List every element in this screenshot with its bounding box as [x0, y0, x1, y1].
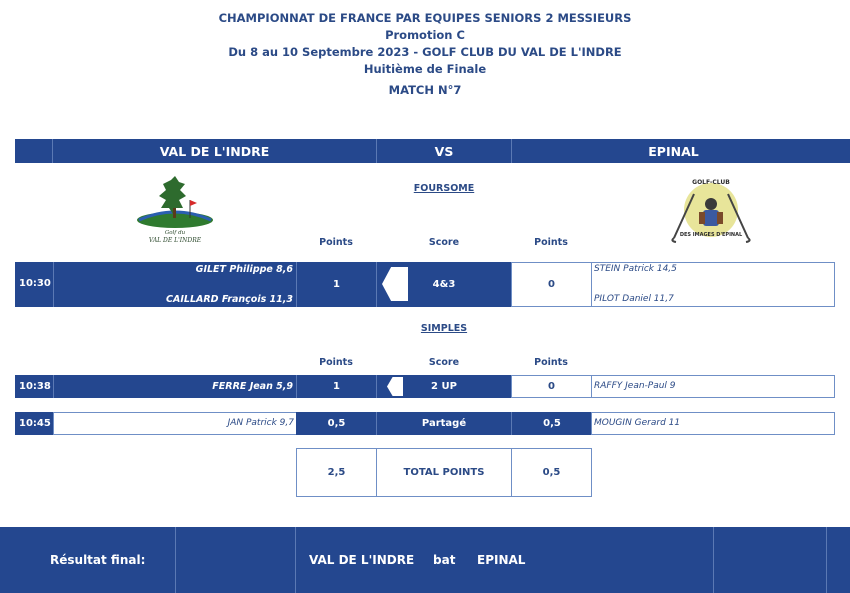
foursome-away-player-2: PILOT Daniel 11,7	[594, 294, 674, 304]
foursome-home-points-header: Points	[319, 237, 353, 248]
home-team-name: VAL DE L'INDRE	[159, 143, 270, 159]
foursome-score-header: Score	[428, 237, 460, 248]
total-away-points: 0,5	[542, 467, 561, 478]
foursome-title: FOURSOME	[413, 183, 475, 194]
simple1-away-points: 0	[548, 381, 555, 392]
away-logo-text-bottom: DES IMAGES D'EPINAL	[679, 232, 743, 238]
home-logo-text-line2: VAL DE L'INDRE	[148, 237, 202, 244]
foursome-away-points: 0	[548, 279, 555, 290]
final-result-winner: VAL DE L'INDRE	[309, 553, 415, 567]
foursome-home-points: 1	[333, 279, 340, 290]
away-team-name: EPINAL	[648, 143, 699, 159]
foursome-away-player-1: STEIN Patrick 14,5	[594, 264, 677, 274]
simple1-away-player: RAFFY Jean-Paul 9	[594, 381, 676, 391]
away-club-logo	[668, 176, 754, 248]
away-logo-text-top: GOLF-CLUB	[692, 179, 730, 186]
simples-score-header: Score	[428, 357, 460, 368]
teams-bar	[15, 139, 850, 163]
simple2-away-player: MOUGIN Gerard 11	[594, 418, 681, 428]
final-result-loser: EPINAL	[477, 553, 526, 567]
simple2-home-points: 0,5	[327, 418, 346, 429]
simple2-time: 10:45	[19, 418, 51, 429]
match-number: MATCH N°7	[388, 83, 462, 97]
simples-title: SIMPLES	[420, 323, 468, 334]
simple1-score: 2 UP	[431, 381, 457, 392]
foursome-time: 10:30	[19, 278, 51, 289]
foursome-score: 4&3	[432, 279, 456, 290]
total-home-points: 2,5	[327, 467, 346, 478]
simple1-time: 10:38	[19, 381, 51, 392]
event-dates: Du 8 au 10 Septembre 2023 - GOLF CLUB DU VAL DE L'INDRE	[228, 45, 622, 59]
foursome-away-points-header: Points	[534, 237, 568, 248]
simple1-home-player: FERRE Jean 5,9	[212, 381, 293, 392]
home-logo-text-line1: Golf du	[164, 230, 186, 236]
final-result-label: Résultat final:	[50, 553, 146, 567]
total-points-label: TOTAL POINTS	[403, 467, 485, 478]
simple2-score: Partagé	[421, 418, 467, 429]
final-result-bar	[0, 527, 850, 593]
simple1-home-points: 1	[333, 381, 340, 392]
foursome-home-player-1: GILET Philippe 8,6	[195, 264, 293, 275]
foursome-home-player-2: CAILLARD François 11,3	[166, 294, 293, 305]
home-club-logo	[133, 174, 217, 246]
simple2-home-player: JAN Patrick 9,7	[227, 418, 294, 428]
simples-away-points-header: Points	[534, 357, 568, 368]
simples-home-points-header: Points	[319, 357, 353, 368]
final-result-verb: bat	[433, 553, 456, 567]
vs-label: VS	[434, 143, 454, 159]
promotion-label: Promotion C	[385, 28, 465, 42]
round-label: Huitième de Finale	[363, 62, 487, 76]
simple2-away-points: 0,5	[543, 418, 561, 429]
championship-title: CHAMPIONNAT DE FRANCE PAR EQUIPES SENIORS 2 MESSIEURS	[218, 11, 632, 25]
